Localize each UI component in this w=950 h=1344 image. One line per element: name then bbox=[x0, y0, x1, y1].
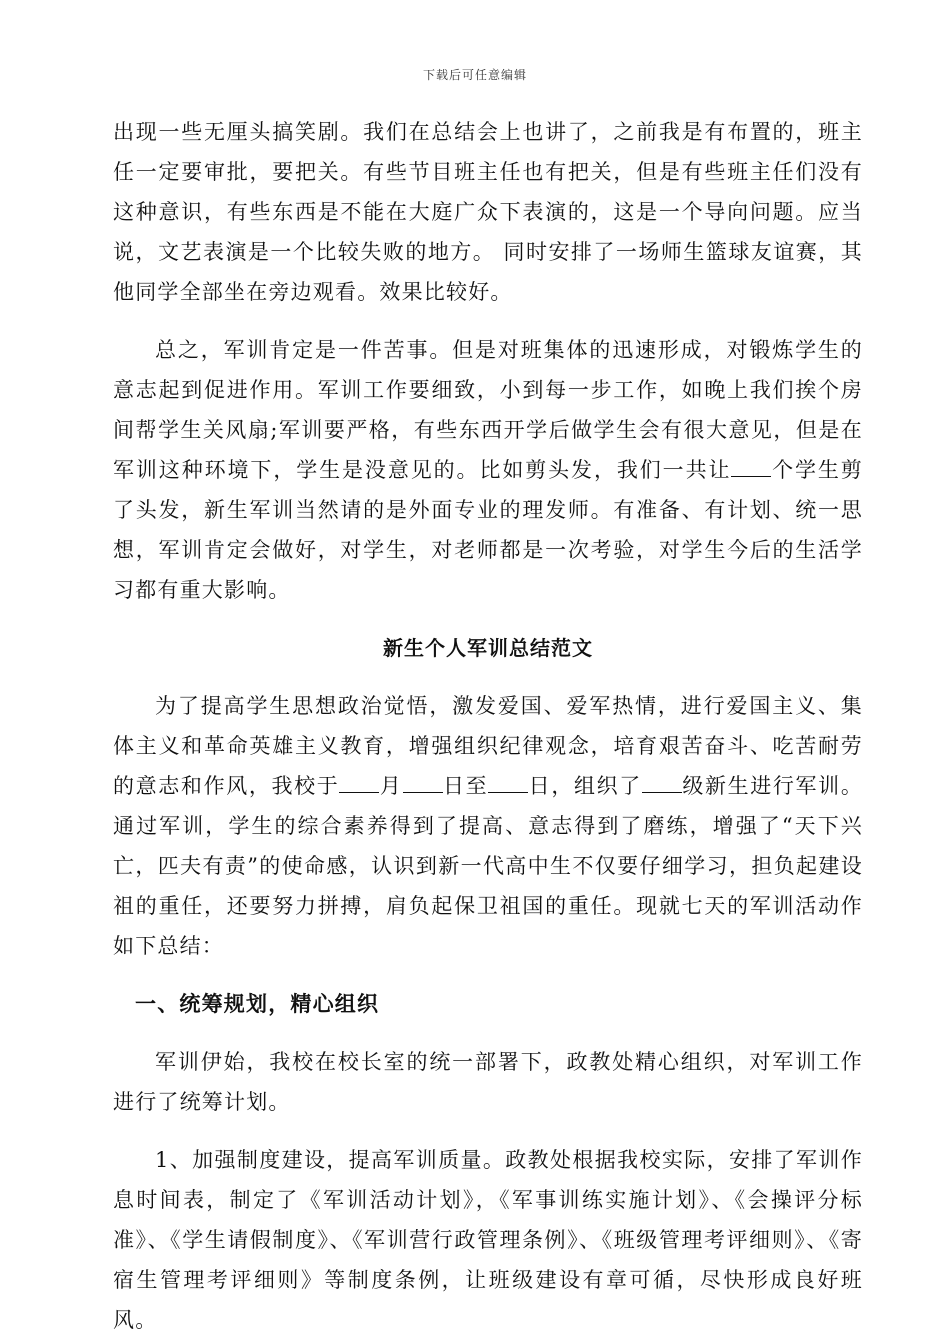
document-body bbox=[113, 112, 863, 1340]
paragraph-2 bbox=[113, 330, 863, 610]
paragraph-3 bbox=[113, 686, 863, 966]
paragraph-4: 军训伊始，我校在校长室的统一部署下，政教处精心组织，对军训工作进行了统筹计划。 bbox=[113, 1050, 863, 1114]
paragraph-3-part-4: 日，组织了 bbox=[528, 774, 642, 798]
paragraph-3-part-2: 月 bbox=[379, 774, 403, 798]
paragraph-1: 出现一些无厘头搞笑剧。我们在总结会上也讲了，之前我是有布置的，班主任一定要审批，要把关。有些节目班主任也有把关，但是有些班主任们没有这种意识，有些东西是不能在大庭广众下表演的，这是一个导向问题。应当说，文艺表演是一个比较失败的地方。 同时安排了一场师生篮球友谊赛，其他同学全部坐在旁边观看。效果比较好。 bbox=[113, 120, 863, 304]
paragraph-5: 1、加强制度建设，提高军训质量。政教处根据我校实际，安排了军训作息时间表，制定了《军训活动计划》，《军事训练实施计划》、《会操评分标准》、《学生请假制度》、《军训营行政管理条例》、《班级管理考评细则》、《寄宿生管理考评细则》等制度条例，让班级建设有章可循，尽快形成良好班风。 bbox=[113, 1148, 863, 1332]
fill-blank bbox=[403, 774, 443, 793]
paragraph-3-part-5: 级新生进行军训。通过军训，学生的综合素养得到了提高、意志得到了磨练，增强了“天下兴亡，匹夫有责”的使命感，认识到新一代高中生不仅要仔细学习，担负起建设祖的重任，还要努力拼搏，肩负起保卫祖国的重任。现就七天的军训活动作如下总结： bbox=[113, 774, 864, 958]
fill-blank bbox=[339, 774, 379, 793]
fill-blank bbox=[642, 774, 682, 793]
paragraph-3-part-1: 为了提高学生思想政治觉悟，激发爱国、爱军热情，进行爱国主义、集体主义和革命英雄主义教育，增强组织纪律观念，培育艰苦奋斗、吃苦耐劳的意志和作风，我校于 bbox=[113, 694, 863, 798]
paragraph-2-part-1: 总之，军训肯定是一件苦事。但是对班集体的迅速形成，对锻炼学生的意志起到促进作用。军训工作要细致，小到每一步工作，如晚上我们挨个房间帮学生关风扇;军训要严格，有些东西开学后做学生会有很大意见，但是在军训这种环境下，学生是没意见的。比如剪头发，我们一共让 bbox=[113, 338, 863, 482]
paragraph-2-part-2: 个学生剪了头发，新生军训当然请的是外面专业的理发师。有准备、有计划、统一思想，军训肯定会做好，对学生，对老师都是一次考验，对学生今后的生活学习都有重大影响。 bbox=[113, 458, 863, 602]
section-title: 新生个人军训总结范文 bbox=[383, 636, 593, 660]
header-note: 下载后可任意编辑 bbox=[422, 68, 527, 82]
heading-1: 一、统筹规划，精心组织 bbox=[135, 991, 380, 1016]
paragraph-3-part-3: 日至 bbox=[442, 774, 489, 798]
fill-blank bbox=[731, 458, 771, 477]
fill-blank bbox=[488, 774, 528, 793]
